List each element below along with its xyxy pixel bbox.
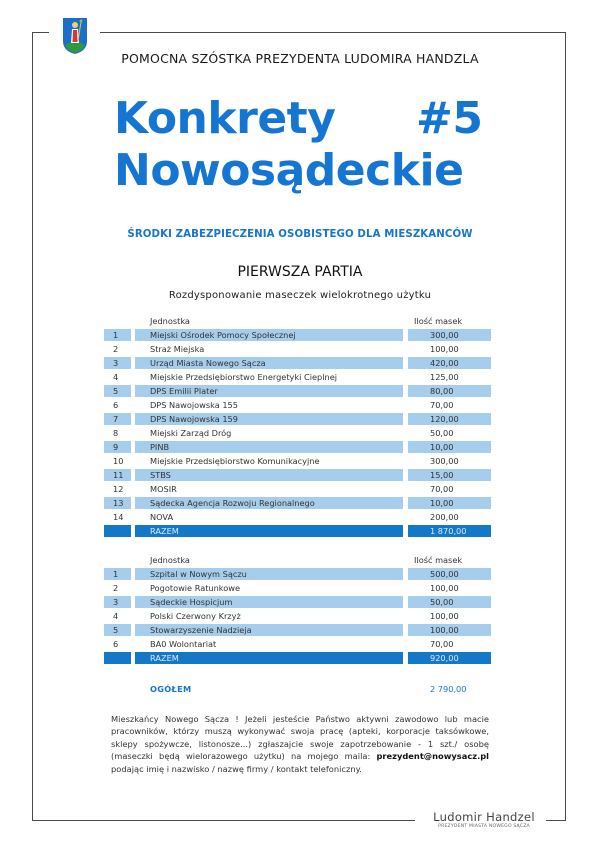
row-number: 13 bbox=[104, 497, 131, 509]
row-number: 6 bbox=[113, 400, 119, 410]
mask-quantity: 100,00 bbox=[430, 583, 459, 593]
unit-name: Pogotowie Ratunkowe bbox=[150, 583, 240, 593]
column-header-quantity: Ilość masek bbox=[414, 316, 463, 326]
mask-quantity: 125,00 bbox=[430, 372, 459, 382]
unit-name: Miejskie Przedsiębiorstwo Energetyki Cieplnej bbox=[150, 372, 338, 382]
table-row bbox=[104, 342, 492, 356]
table-row bbox=[104, 454, 492, 468]
unit-name: Sądecka Agencja Rozwoju Regionalnego bbox=[135, 497, 403, 509]
row-number: 12 bbox=[113, 484, 124, 494]
distribution-table-2 bbox=[104, 553, 492, 665]
table-row bbox=[104, 412, 492, 426]
column-header-unit: Jednostka bbox=[150, 555, 190, 565]
table-row bbox=[104, 370, 492, 384]
table-row bbox=[104, 581, 492, 595]
row-number: 5 bbox=[104, 385, 131, 397]
mask-quantity: 70,00 bbox=[430, 639, 454, 649]
note-text-after: podając imię i nazwisko / nazwę firmy / kontakt telefoniczny. bbox=[111, 763, 362, 774]
mask-quantity: 10,00 bbox=[408, 441, 491, 453]
row-number: 5 bbox=[104, 624, 131, 636]
row-number: 3 bbox=[104, 357, 131, 369]
appeal-note bbox=[111, 713, 489, 775]
title-line-2: Nowosądeckie bbox=[114, 145, 464, 196]
unit-name: DPS Emilii Plater bbox=[135, 385, 403, 397]
unit-name: Sądeckie Hospicjum bbox=[135, 596, 403, 608]
total-num-cell bbox=[104, 652, 131, 664]
row-number: 10 bbox=[113, 456, 124, 466]
mask-quantity: 120,00 bbox=[408, 413, 491, 425]
total-label: RAZEM bbox=[135, 652, 403, 664]
mask-quantity: 70,00 bbox=[430, 400, 454, 410]
row-number: 3 bbox=[104, 596, 131, 608]
mask-quantity: 500,00 bbox=[408, 568, 491, 580]
row-number: 8 bbox=[113, 428, 119, 438]
table-row bbox=[104, 623, 492, 637]
mask-quantity: 100,00 bbox=[430, 344, 459, 354]
row-number: 1 bbox=[104, 568, 131, 580]
unit-name: Szpital w Nowym Sączu bbox=[135, 568, 403, 580]
table-total-row bbox=[104, 524, 492, 538]
mask-quantity: 300,00 bbox=[430, 456, 459, 466]
unit-name: STBS bbox=[135, 469, 403, 481]
signature-role: PREZYDENT MIASTA NOWEGO SĄCZA bbox=[438, 824, 530, 829]
grand-total-value: 2 790,00 bbox=[430, 684, 467, 694]
grand-total-label: OGÓŁEM bbox=[150, 684, 192, 694]
table-row bbox=[104, 567, 492, 581]
campaign-kicker: POMOCNA SZÓSTKA PREZYDENTA LUDOMIRA HANDZLA bbox=[121, 51, 479, 66]
unit-name: Stowarzyszenie Nadzieja bbox=[135, 624, 403, 636]
frame-bottom-left bbox=[32, 820, 415, 821]
table-row bbox=[104, 496, 492, 510]
section-subtitle: Rozdysponowanie maseczek wielokrotnego użytku bbox=[168, 290, 432, 301]
mask-quantity: 200,00 bbox=[430, 512, 459, 522]
table-row bbox=[104, 328, 492, 342]
unit-name: DPS Nawojowska 155 bbox=[150, 400, 238, 410]
unit-name: BA0 Wolontariat bbox=[150, 639, 217, 649]
table-row bbox=[104, 356, 492, 370]
table-row bbox=[104, 482, 492, 496]
unit-name: Straż Miejska bbox=[150, 344, 205, 354]
grand-total-row bbox=[104, 683, 492, 697]
contact-email-link[interactable]: prezydent@nowysacz.pl bbox=[376, 751, 489, 762]
total-num-cell bbox=[104, 525, 131, 537]
table-row bbox=[104, 637, 492, 651]
table-row bbox=[104, 595, 492, 609]
table-row bbox=[104, 426, 492, 440]
frame-bottom-right bbox=[546, 820, 566, 821]
row-number: 9 bbox=[104, 441, 131, 453]
issue-number: #5 bbox=[416, 93, 483, 144]
row-number: 2 bbox=[113, 583, 119, 593]
note-text-before: Mieszkańcy Nowego Sącza ! Jeżeli jesteście Państwo aktywni zawodowo lub macie pracowników, którzy muszą wykonywać swoja pracę (apteki, korporacje taksówkowe, sklepy spożywcze, listonosze...) zgłaszajcie swoje zapotrzebowanie - 1 szt./ osobę (maseczki będą wielorazowego użytku) na mojego maila: bbox=[111, 714, 489, 762]
title-line-1: Konkrety bbox=[114, 93, 336, 144]
table-row bbox=[104, 384, 492, 398]
unit-name: Polski Czerwony Krzyż bbox=[150, 611, 241, 621]
mask-quantity: 70,00 bbox=[430, 484, 454, 494]
unit-name: MOSIR bbox=[150, 484, 177, 494]
frame-top-right bbox=[100, 32, 566, 33]
unit-name: Miejski Zarząd Dróg bbox=[150, 428, 232, 438]
unit-name: Miejski Ośrodek Pomocy Społecznej bbox=[135, 329, 403, 341]
row-number: 11 bbox=[104, 469, 131, 481]
total-value: 1 870,00 bbox=[408, 525, 491, 537]
column-header-unit: Jednostka bbox=[150, 316, 190, 326]
total-value: 920,00 bbox=[408, 652, 491, 664]
row-number: 4 bbox=[113, 611, 119, 621]
frame-right bbox=[565, 32, 566, 820]
row-number: 7 bbox=[104, 413, 131, 425]
mask-quantity: 15,00 bbox=[408, 469, 491, 481]
mask-quantity: 300,00 bbox=[408, 329, 491, 341]
table-body bbox=[104, 328, 492, 524]
table-header bbox=[104, 314, 492, 328]
frame-left bbox=[32, 32, 33, 820]
table-header bbox=[104, 553, 492, 567]
city-coat-of-arms-icon bbox=[62, 17, 88, 55]
row-number: 4 bbox=[113, 372, 119, 382]
row-number: 1 bbox=[104, 329, 131, 341]
table-row bbox=[104, 398, 492, 412]
table-total-row bbox=[104, 651, 492, 665]
mask-quantity: 50,00 bbox=[408, 596, 491, 608]
row-number: 6 bbox=[113, 639, 119, 649]
table-body bbox=[104, 567, 492, 651]
signature-name: Ludomir Handzel bbox=[433, 810, 535, 824]
unit-name: PINB bbox=[135, 441, 403, 453]
table-row bbox=[104, 510, 492, 524]
total-label: RAZEM bbox=[135, 525, 403, 537]
mask-quantity: 10,00 bbox=[408, 497, 491, 509]
mask-quantity: 100,00 bbox=[408, 624, 491, 636]
mask-quantity: 80,00 bbox=[408, 385, 491, 397]
unit-name: Miejskie Przedsiębiorstwo Komunikacyjne bbox=[150, 456, 320, 466]
distribution-table-1 bbox=[104, 314, 492, 538]
unit-name: DPS Nawojowska 159 bbox=[135, 413, 403, 425]
page-subtitle: ŚRODKI ZABEZPIECZENIA OSOBISTEGO DLA MIESZKANCÓW bbox=[127, 229, 473, 240]
table-row bbox=[104, 468, 492, 482]
row-number: 2 bbox=[113, 344, 119, 354]
column-header-quantity: Ilość masek bbox=[414, 555, 463, 565]
mask-quantity: 100,00 bbox=[430, 611, 459, 621]
mask-quantity: 420,00 bbox=[408, 357, 491, 369]
table-row bbox=[104, 609, 492, 623]
row-number: 14 bbox=[113, 512, 124, 522]
table-row bbox=[104, 440, 492, 454]
unit-name: Urząd Miasta Nowego Sącza bbox=[135, 357, 403, 369]
section-title: PIERWSZA PARTIA bbox=[237, 264, 363, 280]
frame-top-left bbox=[32, 32, 49, 33]
unit-name: NOVA bbox=[150, 512, 174, 522]
mask-quantity: 50,00 bbox=[430, 428, 454, 438]
